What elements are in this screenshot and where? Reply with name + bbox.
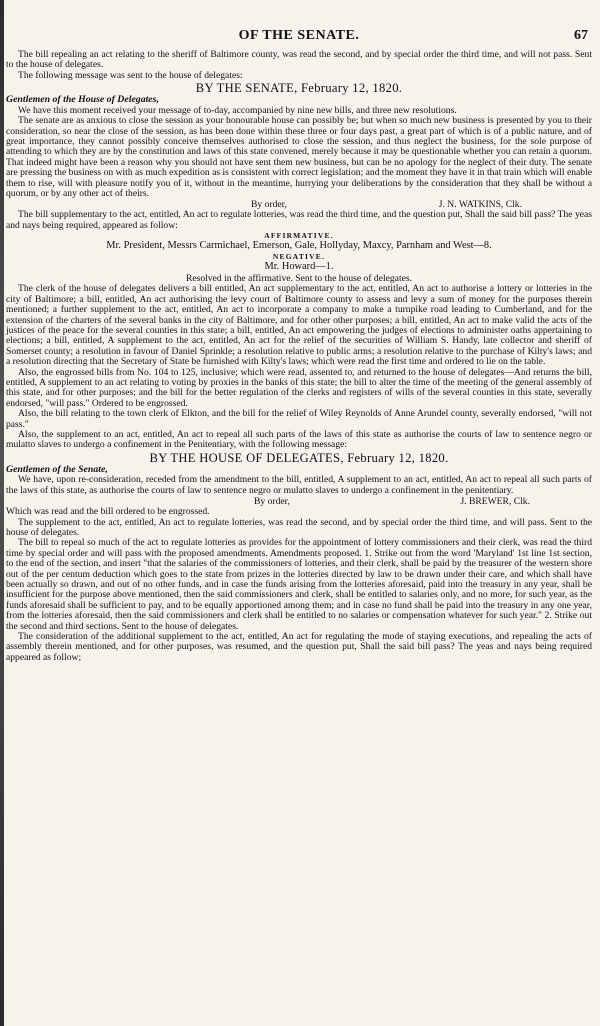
- paragraph-staying-executions: The consideration of the additional supplement to the act, entitled, An act for regulating the mode of staying executions, and repealing the acts of assembly therein mentioned, and for other purposes, was resumed, and the question put, Shall the said bill pass? The yeas and nays being required appeared as follow;: [6, 631, 592, 663]
- negative-names: Mr. Howard—1.: [264, 261, 334, 273]
- paragraph-supplement-lotteries: The supplement to the act, entitled, An act to regulate lotteries, was read the second, and by special order the third time, and will pass. Sent to the house of delegates.: [6, 516, 592, 538]
- paragraph-lotteries-bill: The bill supplementary to the act, entitled, An act to regulate lotteries, was read the third time, and the question put, Shall the said bill pass? The yeas and nays being required, appeared as follow:: [6, 209, 592, 231]
- binding-shadow: [0, 0, 4, 1026]
- page-header: [6, 28, 592, 48]
- salutation-senate: Gentlemen of the Senate,: [6, 463, 108, 475]
- signature-brewer: [6, 496, 592, 507]
- salutation-house: Gentlemen of the House of Delegates,: [6, 94, 159, 106]
- paragraph-reconsideration: We have, upon re-consideration, receded from the amendment to the bill, entitled, A supplement to an act, entitled, An act to repeal all such parts of the laws of this state, as authorise the courts of law to sentence negro or mulatto slaves to undergo a confinement in the penitentiary.: [6, 474, 592, 496]
- affirmative-names: Mr. President, Messrs Carmichael, Emerson, Gale, Hollyday, Maxcy, Parnham and West—8.: [106, 240, 492, 252]
- signature-by-order: By order,: [251, 199, 287, 211]
- heading-by-the-senate: BY THE SENATE, February 12, 1820.: [195, 81, 403, 96]
- page-number: 67: [574, 28, 588, 43]
- paragraph-sheriff-bill: The bill repealing an act relating to the sheriff of Baltimore county, was read the second, and by special order the third time, and will not pass. Sent to the house of delegates.: [6, 49, 592, 71]
- affirmative-label: AFFIRMATIVE.: [264, 231, 334, 241]
- paragraph-senate-anxious: The senate are as anxious to close the session as your honourable house can possibly be; but when so much new business is presented by you to their consideration, so near the close of the session, as has been done within these three or four days past, a great part of which is of a public nature, and of great importance, they cannot possibly conceive themselves authorised to close the session, and thus neglect the business, for the sole purpose of attending to which they are by the constitution and laws of this state convened, merely because it may be questionable whether you can retain a quorum. That indeed might have been a reason why you should not have sent them new business, but can be no apology for the neglect of their duty. The senate are pressing the business on with as much expedition as is consistent with correct legislation; and the moment they have it in that train which will enable them to rise, will with pleasure notify you of it, without in the meantime, hurrying your deliberations by the consideration that they shall be without a quorum, or by any other act of theirs.: [6, 115, 592, 200]
- paragraph-engrossed-bills: Also, the engrossed bills from No. 104 to 125, inclusive; which were read, assented to, and returned to the house of delegates—And returns the bill, entitled, A supplement to an act relating to voting by proxies in the banks of this state; the bill to alter the time of the meeting of the general assembly of this state, and for other purposes; and the bill for the better regulation of the clerks and registers of wills of the several counties in this state, severally endorsed, "will pass." Ordered to be engrossed.: [6, 366, 592, 409]
- paragraph-clerk-delivers: The clerk of the house of delegates delivers a bill entitled, An act supplementary to the act, entitled, An act to authorise a lottery or lotteries in the city of Baltimore; a bill, entitled, An act authorising the levy court of Baltimore county to assess and levy a sum of money for the purposes therein mentioned; a further supplement to the act, entitled, An act to incorporate a company to make a turnpike road leading to Cumberland, and for the extension of the charters of the several banks in the city of Baltimore, and for other other purposes; a bill, entitled, An act to make valid the acts of the justices of the peace for the several counties in this state; a bill, entitled, An act empowering the judges of elections to administer oaths appertaining to elections; a bill, entitled, A supplement to the act, entitled, An act for the relief of the securities of William S. Handy, late collector and sheriff of Somerset county; a resolution in favour of Daniel Sprinkle; a resolution relative to public arms; a resolution relative to the purchase of Kilty's laws; and a resolution directing that the Secretary of State be furnished with Kilty's laws; which were read the first time and ordered to lie on the table.: [6, 283, 592, 368]
- signature-clerk: J. N. WATKINS, Clk.: [438, 199, 522, 211]
- resolved-affirmative: Resolved in the affirmative. Sent to the house of delegates.: [185, 273, 412, 285]
- paragraph-message-sent: The following message was sent to the house of delegates:: [18, 69, 243, 81]
- signature-by-order: By order,: [254, 496, 290, 508]
- running-head: OF THE SENATE.: [238, 28, 360, 43]
- heading-by-the-house: BY THE HOUSE OF DELEGATES, February 12, 1820.: [149, 450, 449, 465]
- paragraph-engrossed: Which was read and the bill ordered to be engrossed.: [6, 506, 210, 518]
- paragraph-elkton-bill: Also, the bill relating to the town clerk of Elkton, and the bill for the relief of Wiley Reynolds of Anne Arundel county, severally endorsed, "will not pass.": [6, 408, 592, 430]
- paragraph-repeal-lotteries: The bill to repeal so much of the act to regulate lotteries as provides for the appointment of lottery commissioners and their clerk, was read the third time by special order and will pass with the proposed amendments. Amendments proposed. 1. Strike out from the word 'Maryland' 1st line 1st section, to the end of the section, and insert "that the salaries of the commissioners of lotteries, and their clerk, shall be paid by the treasurer of the western shore out of the per centum deduction which goes to the state from prizes in the lotteries directed by law to be drawn under their care, and which shall have been actually so drawn, and out of no other funds, and in case the funds arising from the lotteries aforesaid, paid into the treasury in any year, shall be insufficient for the purpose above mentioned, then the said commissioners and clerk, shall be entitled to salaries only, and no more, for such year, as the funds aforesaid shall be sufficient to pay, and to be equally apportioned among them; and in case no fund shall be paid into the treasury in any one year, from the lotteries aforesaid, then the said commissioners and clerk shall be entitled to no salaries or compensation whatever for such year." 2. Strike out the second and third sections. Sent to the house of delegates.: [6, 537, 592, 632]
- negative-label: NEGATIVE.: [272, 252, 326, 262]
- signature-watkins: [6, 199, 592, 210]
- paragraph-received-message: We have this moment received your message of to-day, accompanied by nine new bills, and three new resolutions.: [18, 104, 457, 116]
- paragraph-supplement-penitentiary: Also, the supplement to an act, entitled, An act to repeal all such parts of the laws of this state as authorise the courts of law to sentence negro or mulatto slaves to undergo a confinement in the Penitentiary, with the following message:: [6, 428, 592, 451]
- signature-clerk: J. BREWER, Clk.: [460, 496, 530, 508]
